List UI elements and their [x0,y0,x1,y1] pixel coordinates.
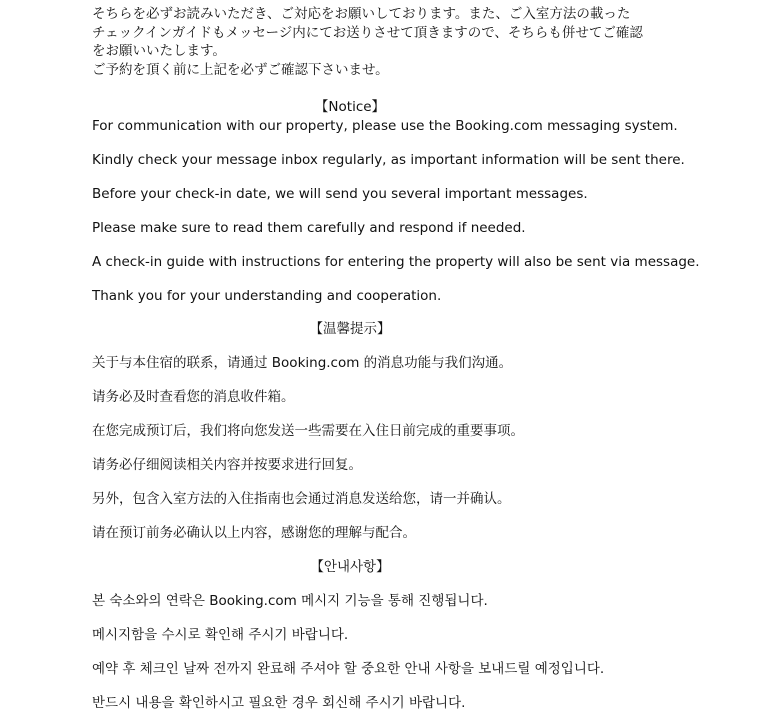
korean-line-1: 본 숙소와의 연락은 Booking.com 메시지 기능을 통해 진행됩니다. [92,593,488,609]
japanese-line-1: そちらを必ずお読みいただき、ご対応をお願いしております。また、ご入室方法の載った [92,6,631,22]
english-line-4: Please make sure to read them carefully and respond if needed. [92,220,526,236]
english-line-3: Before your check-in date, we will send you several important messages. [92,186,588,202]
japanese-line-4: ご予約を頂く前に上記を必ずご確認下さいませ。 [92,62,389,78]
chinese-line-3: 在您完成预订后，我们将向您发送一些需要在入住日前完成的重要事项。 [92,423,524,439]
chinese-line-2: 请务必及时查看您的消息收件箱。 [92,389,295,405]
chinese-line-5: 另外，包含入室方法的入住指南也会通过消息发送给您，请一并确认。 [92,491,511,507]
korean-line-2: 메시지함을 수시로 확인해 주시기 바랍니다. [92,627,349,643]
chinese-line-1: 关于与本住宿的联系，请通过 Booking.com 的消息功能与我们沟通。 [92,355,513,371]
notice-heading: 【Notice】 [314,99,386,115]
chinese-heading: 【温馨提示】 [309,321,391,337]
english-line-6: Thank you for your understanding and cooperation. [92,288,442,304]
english-line-5: A check-in guide with instructions for entering the property will also be sent via message. [92,254,700,270]
english-line-2: Kindly check your message inbox regularly, as important information will be sent there. [92,152,685,168]
korean-line-3: 예약 후 체크인 날짜 전까지 완료해 주셔야 할 중요한 안내 사항을 보내드릴 예정입니다. [92,661,605,677]
japanese-line-2: チェックインガイドもメッセージ内にてお送りさせて頂きますので、そちらも併せてご確認 [92,25,643,41]
chinese-line-4: 请务必仔细阅读相关内容并按要求进行回复。 [92,457,362,473]
korean-heading: 【안내사항】 [310,559,390,575]
japanese-line-3: をお願いいたします。 [92,43,226,59]
korean-line-4: 반드시 내용을 확인하시고 필요한 경우 회신해 주시기 바랍니다. [92,695,466,711]
chinese-line-6: 请在预订前务必确认以上内容，感谢您的理解与配合。 [92,525,416,541]
english-line-1: For communication with our property, please use the Booking.com messaging system. [92,118,678,134]
